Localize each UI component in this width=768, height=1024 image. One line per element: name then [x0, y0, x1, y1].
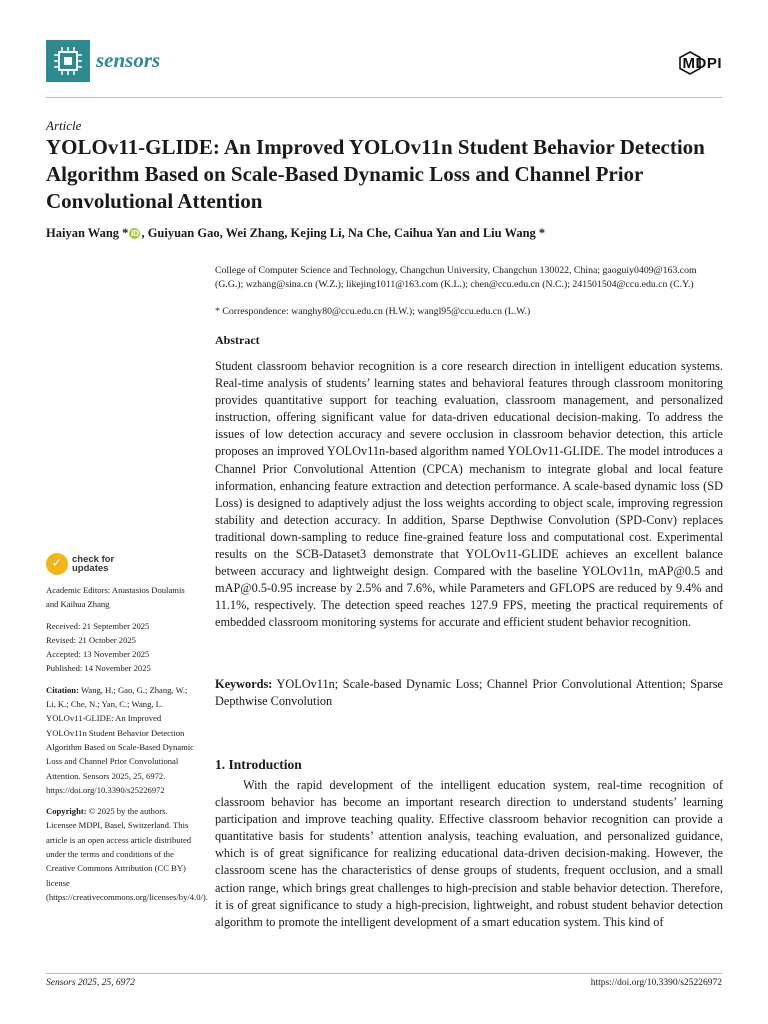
- revised-date: Revised: 21 October 2025: [46, 634, 136, 645]
- publisher-logo[interactable]: [679, 50, 723, 76]
- copyright-text: © 2025 by the authors. Licensee MDPI, Basel, Switzerland. This article is an open access article distributed under the terms and conditions of the Creative Commons Attribution (CC BY) license (https://creativecommons.org/licenses/by/4.0/).: [46, 806, 208, 902]
- footer-divider: [46, 973, 722, 974]
- accepted-date: Accepted: 13 November 2025: [46, 649, 150, 660]
- orcid-icon[interactable]: iD: [130, 229, 139, 238]
- footer-doi-link[interactable]: https://doi.org/10.3390/s25226972: [590, 978, 722, 988]
- author-first[interactable]: Haiyan Wang *: [46, 226, 129, 240]
- citation: Citation: Wang, H.; Gao, G.; Zhang, W.; Li, K.; Che, N.; Yan, C.; Wang, L. YOLOv11-GLIDE: An Improved YOLOv11n Student Behavior Detection Algorithm Based on Scale-Based Dynamic Loss and Channel Prior Convolutional Attention. Sensors 2025, 25, 6972. https://doi.org/10.3390/s25226972: [46, 684, 194, 795]
- check-for-updates-button[interactable]: [46, 553, 114, 575]
- keywords-text: YOLOv11n; Scale-based Dynamic Loss; Channel Prior Convolutional Attention; Sparse Depthwise Convolution: [215, 677, 724, 709]
- correspondence: * Correspondence: wanghy80@ccu.edu.cn (H.W.); wangl95@ccu.edu.cn (L.W.): [215, 306, 531, 317]
- affiliation: College of Computer Science and Technology, Changchun University, Changchun 130022, China; gaoguiy0409@163.com (G.G.); wzhang@sina.cn (W.Z.); likejing1011@163.com (K.L.); chen@ccu.edu.cn (N.C.); 241501504@ccu.edu.cn (C.Y.): [215, 265, 697, 290]
- article-type: Article: [46, 118, 82, 133]
- publisher-name: MDPI: [682, 54, 722, 72]
- updates-label: check for updates: [72, 553, 115, 574]
- academic-editors: Academic Editors: Anastasios Doulamis and Kaihua Zhang: [46, 585, 185, 610]
- sidebar: [46, 583, 208, 904]
- abstract-heading: Abstract: [215, 333, 260, 347]
- author-rest: , Guiyuan Gao, Wei Zhang, Kejing Li, Na Che, Caihua Yan and Liu Wang *: [141, 226, 546, 240]
- journal-name[interactable]: sensors: [96, 48, 161, 72]
- intro-paragraph: With the rapid development of the intelligent education system, real-time recognition of classroom behavior has become an important research direction to understand students’ learning participation and improve teaching quality. Effective classroom behavior recognition can provide a quantitative basis for students’ attention analysis, teaching evaluation, and personalized guidance, which is of great significance for realizing educational data-driven decision-making. However, the classroom scene has the characteristics of dense groups of students, frequent occlusion, and a small action range, which brings great challenges to high-precision and stable behavior detection. Therefore, it is of great significance to study a high-precision, lightweight, and robust student behavior detection algorithm to promote the intelligent development of a smart education system. This kind of: [215, 778, 723, 929]
- abstract-body: Student classroom behavior recognition is a core research direction in intelligent education systems. Real-time analysis of students’ learning states and behavioral features through classroom monitoring provides quantitative support for teaching evaluation, classroom management, and personalized instruction, offering significant value for data-driven educational decision-making. To address the issues of low detection accuracy and severe occlusion in classroom behavior detection, this article proposes an improved YOLOv11n-based algorithm named YOLOv11-GLIDE. The model introduces a Channel Prior Convolutional Attention (CPCA) mechanism to integrate global and local feature information, enhancing feature extraction and detection performance. A scale-based dynamic loss (SD Loss) is designed to adaptively adjust the loss weights according to object scale, improving regression stability and detection accuracy. In addition, Sparse Depthwise Convolution (SPD-Conv) replaces traditional down-sampling to reduce fine-grained feature loss and computational cost. Experimental results on the SCB-Dataset3 demonstrate that YOLOv11-GLIDE achieves an excellent balance between accuracy and lightweight design. Compared with the baseline YOLOv11n, mAP@0.5 and mAP@0.5-0.95 increase by 2.5% and 7.6%, while Parameters and GFLOPS are reduced by 9.4% and 11.1%, respectively. The detection speed reaches 127.9 FPS, meeting the practical requirements of embedded classroom monitoring systems for accurate and efficient student behavior recognition.: [215, 359, 723, 630]
- keywords-label: Keywords:: [215, 677, 273, 691]
- header-divider: [46, 97, 722, 98]
- copyright: Copyright: © 2025 by the authors. Licensee MDPI, Basel, Switzerland. This article is an open access article distributed under the terms and conditions of the Creative Commons Attribution (CC BY) license (https://creativecommons.org/licenses/by/4.0/).: [46, 806, 208, 902]
- author-list: [46, 226, 726, 241]
- footer-citation: Sensors 2025, 25, 6972: [46, 978, 135, 988]
- sensors-logo-icon: [46, 40, 90, 82]
- keywords: [215, 676, 723, 710]
- citation-text[interactable]: Wang, H.; Gao, G.; Zhang, W.; Li, K.; Che, N.; Yan, C.; Wang, L. YOLOv11-GLIDE: An Improved YOLOv11n Student Behavior Detection Algorithm Based on Scale-Based Dynamic Loss and Channel Prior Convolutional Attention. Sensors 2025, 25, 6972. https://doi.org/10.3390/s25226972: [46, 684, 194, 795]
- check-for-updates-icon: ✓: [46, 553, 68, 575]
- received-date: Received: 21 September 2025: [46, 620, 150, 631]
- article-title: YOLOv11-GLIDE: An Improved YOLOv11n Student Behavior Detection Algorithm Based on Scale-Based Dynamic Loss and Channel Prior Convolutional Attention: [46, 135, 705, 213]
- section-heading: 1. Introduction: [215, 757, 302, 772]
- published-date: Published: 14 November 2025: [46, 663, 151, 674]
